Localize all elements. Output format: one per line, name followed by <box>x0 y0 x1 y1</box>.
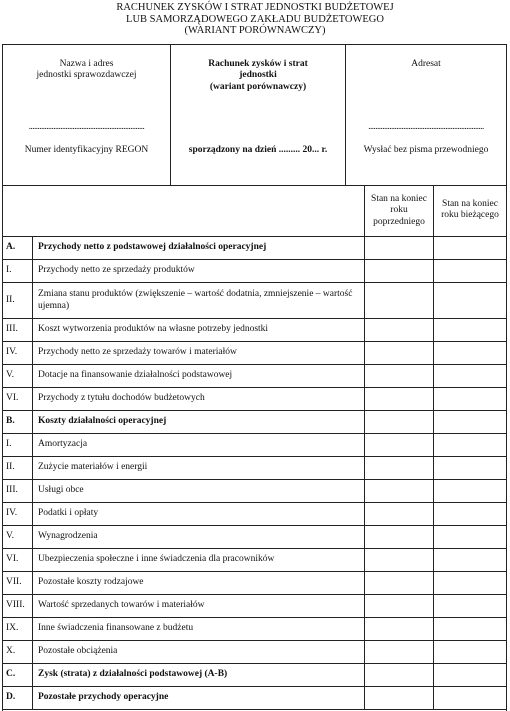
value-current-year[interactable] <box>433 434 506 456</box>
value-current-year[interactable] <box>433 687 506 709</box>
value-current-year[interactable] <box>433 572 506 594</box>
row-label: Usługi obce <box>38 485 84 496</box>
table-row <box>3 342 506 365</box>
row-label: Wartość sprzedanych towarów i materiałów <box>38 600 205 611</box>
table-row <box>3 641 506 664</box>
column-current-year <box>433 186 506 236</box>
value-prev-year[interactable] <box>364 457 433 479</box>
value-current-year[interactable] <box>433 319 506 341</box>
value-prev-year[interactable] <box>364 526 433 548</box>
value-current-year[interactable] <box>433 457 506 479</box>
row-label: Pozostałe obciążenia <box>38 646 118 657</box>
value-prev-year[interactable] <box>364 503 433 525</box>
row-number: D. <box>3 687 33 709</box>
row-number: I. <box>3 260 33 282</box>
row-label: Inne świadczenia finansowane z budżetu <box>38 623 194 634</box>
value-current-year[interactable] <box>433 365 506 387</box>
table-row <box>3 388 506 411</box>
addressee-label: Adresat <box>411 59 441 69</box>
form-table <box>2 44 507 711</box>
row-label: Przychody netto ze sprzedaży towarów i materiałów <box>38 347 237 358</box>
row-label: Koszty działalności operacyjnej <box>38 416 167 427</box>
value-prev-year[interactable] <box>364 319 433 341</box>
prepared-on-date: sporządzony na dzień ......... 20... r. <box>188 145 328 155</box>
value-current-year[interactable] <box>433 411 506 433</box>
row-label: Zmiana stanu produktów (zwiększenie – wartość dodatnia, zmniejszenie – wartość ujemna) <box>38 289 353 311</box>
reporting-unit-label-2: jednostki sprawozdawczej <box>36 70 137 81</box>
statement-name-cell <box>171 45 346 185</box>
table-row <box>3 319 506 342</box>
column-current-year-line-1: Stan na koniec <box>442 199 498 209</box>
document-title <box>0 2 510 37</box>
reporting-unit-label-1: Nazwa i adres <box>59 59 114 69</box>
column-current-year-line-2: roku bieżącego <box>441 210 499 221</box>
table-row <box>3 365 506 388</box>
statement-name-line-3: (wariant porównawczy) <box>209 81 307 92</box>
table-body <box>3 237 506 710</box>
table-row <box>3 503 506 526</box>
title-line-3: (WARIANT PORÓWNAWCZY) <box>184 25 326 36</box>
row-label: Podatki i opłaty <box>38 508 99 519</box>
row-number: VI. <box>3 549 33 571</box>
value-current-year[interactable] <box>433 480 506 502</box>
row-number: II. <box>3 283 33 318</box>
value-current-year[interactable] <box>433 549 506 571</box>
row-number: V. <box>3 526 33 548</box>
row-number: V. <box>3 365 33 387</box>
row-number: IV. <box>3 342 33 364</box>
value-prev-year[interactable] <box>364 434 433 456</box>
table-row <box>3 283 506 319</box>
value-prev-year[interactable] <box>364 237 433 259</box>
column-headers <box>3 186 506 237</box>
value-prev-year[interactable] <box>364 365 433 387</box>
value-prev-year[interactable] <box>364 260 433 282</box>
row-number: II. <box>3 457 33 479</box>
value-current-year[interactable] <box>433 664 506 686</box>
table-row <box>3 434 506 457</box>
value-prev-year[interactable] <box>364 641 433 663</box>
row-number: III. <box>3 480 33 502</box>
reporting-unit-cell <box>3 45 171 185</box>
row-label: Pozostałe koszty rodzajowe <box>38 577 144 588</box>
column-prev-year-line-1: Stan na koniec <box>371 194 427 204</box>
row-label: Przychody z tytułu dochodów budżetowych <box>38 393 205 404</box>
table-row <box>3 618 506 641</box>
value-prev-year[interactable] <box>364 595 433 617</box>
value-current-year[interactable] <box>433 503 506 525</box>
value-current-year[interactable] <box>433 237 506 259</box>
table-row <box>3 260 506 283</box>
value-prev-year[interactable] <box>364 283 433 318</box>
table-row <box>3 664 506 687</box>
value-current-year[interactable] <box>433 618 506 640</box>
value-prev-year[interactable] <box>364 572 433 594</box>
table-row <box>3 480 506 503</box>
row-label: Amortyzacja <box>38 439 88 450</box>
row-label: Przychody netto z podstawowej działalności operacyjnej <box>38 242 267 253</box>
column-prev-year <box>364 186 433 236</box>
value-prev-year[interactable] <box>364 388 433 410</box>
row-number: A. <box>3 237 33 259</box>
table-row <box>3 549 506 572</box>
regon-label: Numer identyfikacyjny REGON <box>24 145 149 155</box>
table-row <box>3 526 506 549</box>
value-prev-year[interactable] <box>364 342 433 364</box>
value-current-year[interactable] <box>433 641 506 663</box>
row-number: III. <box>3 319 33 341</box>
row-number: IV. <box>3 503 33 525</box>
row-number: IX. <box>3 618 33 640</box>
value-current-year[interactable] <box>433 342 506 364</box>
statement-name-line-2: jednostki <box>239 70 277 81</box>
table-row <box>3 411 506 434</box>
row-number: B. <box>3 411 33 433</box>
column-prev-year-line-2: roku <box>390 205 408 216</box>
addressee-dots: .................................................................. <box>368 121 484 131</box>
row-label: Koszt wytworzenia produktów na własne potrzeby jednostki <box>38 324 269 335</box>
value-current-year[interactable] <box>433 388 506 410</box>
value-prev-year[interactable] <box>364 411 433 433</box>
title-line-2: LUB SAMORZĄDOWEGO ZAKŁADU BUDŻETOWEGO <box>126 13 384 25</box>
row-label: Zużycie materiałów i energii <box>38 462 148 473</box>
table-row <box>3 595 506 618</box>
value-current-year[interactable] <box>433 283 506 318</box>
table-row <box>3 687 506 710</box>
value-prev-year[interactable] <box>364 549 433 571</box>
value-prev-year[interactable] <box>364 480 433 502</box>
row-label: Ubezpieczenia społeczne i inne świadczenia dla pracowników <box>38 554 275 565</box>
column-prev-year-line-3: poprzedniego <box>373 216 425 227</box>
row-label: Wynagrodzenia <box>38 531 98 542</box>
value-current-year[interactable] <box>433 526 506 548</box>
value-current-year[interactable] <box>433 260 506 282</box>
row-label: Dotacje na finansowanie działalności podstawowej <box>38 370 233 381</box>
row-label: Przychody netto ze sprzedaży produktów <box>38 265 195 276</box>
row-number: X. <box>3 641 33 663</box>
row-number: C. <box>3 664 33 686</box>
addressee-cell <box>346 45 506 185</box>
row-number: VII. <box>3 572 33 594</box>
value-prev-year[interactable] <box>364 687 433 709</box>
statement-name-line-1: Rachunek zysków i strat <box>208 59 308 69</box>
row-label: Zysk (strata) z działalności podstawowej (A-B) <box>38 669 228 680</box>
value-current-year[interactable] <box>433 595 506 617</box>
row-number: VIII. <box>3 595 33 617</box>
row-number: VI. <box>3 388 33 410</box>
table-row <box>3 457 506 480</box>
row-number: I. <box>3 434 33 456</box>
value-prev-year[interactable] <box>364 618 433 640</box>
form-header <box>3 45 506 186</box>
row-label: Pozostałe przychody operacyjne <box>38 692 169 703</box>
send-without-letter-note: Wysłać bez pisma przewodniego <box>363 145 489 155</box>
value-prev-year[interactable] <box>364 664 433 686</box>
title-line-1: RACHUNEK ZYSKÓW I STRAT JEDNOSTKI BUDŻETOWEJ <box>116 2 394 13</box>
table-row <box>3 572 506 595</box>
table-row <box>3 237 506 260</box>
reporting-unit-dots: .................................................................. <box>28 121 145 131</box>
